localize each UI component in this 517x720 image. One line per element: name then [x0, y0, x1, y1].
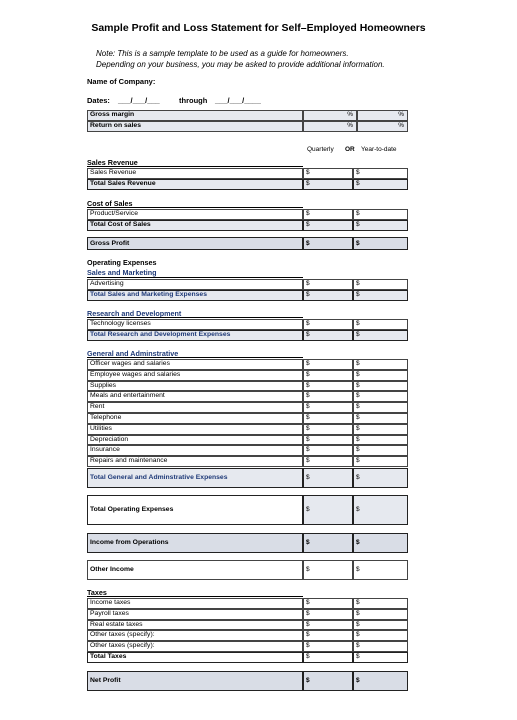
cost-total-ytd[interactable]: $ [353, 220, 408, 231]
total-opex-quarterly[interactable]: $ [303, 495, 353, 525]
sales-total-label: Total Sales Revenue [87, 179, 303, 190]
page-title: Sample Profit and Loss Statement for Self–Employed Homeowners [91, 22, 426, 34]
ga-heading: General and Adminstrative [87, 349, 179, 358]
net-profit-ytd[interactable]: $ [353, 671, 408, 691]
ga-total-quarterly[interactable]: $ [303, 468, 353, 488]
dates-start-blank[interactable]: ___/___/___ [118, 96, 160, 105]
ga-row: Depreciation [87, 435, 303, 446]
col-quarterly: Quarterly [307, 146, 334, 153]
taxes-heading: Taxes [87, 588, 107, 597]
return-on-sales-ytd[interactable]: % [357, 121, 408, 132]
ga-row: Utilities [87, 424, 303, 435]
cost-row-ytd[interactable]: $ [353, 209, 408, 220]
cost-total-label: Total Cost of Sales [87, 220, 303, 231]
marketing-row-quarterly[interactable]: $ [303, 279, 353, 290]
ga-row: Employee wages and salaries [87, 370, 303, 381]
ga-row-quarterly[interactable]: $ [303, 381, 353, 392]
taxes-total-ytd[interactable]: $ [353, 652, 408, 663]
gross-profit-ytd[interactable]: $ [353, 237, 408, 250]
ga-row-ytd[interactable]: $ [353, 381, 408, 392]
sales-row-ytd[interactable]: $ [353, 168, 408, 179]
gross-profit-label: Gross Profit [87, 237, 303, 250]
marketing-rule [87, 277, 303, 278]
tax-row-ytd[interactable]: $ [353, 641, 408, 652]
total-opex-ytd[interactable]: $ [353, 495, 408, 525]
cost-rule [87, 207, 303, 208]
tax-row: Payroll taxes [87, 609, 303, 620]
tax-row-quarterly[interactable]: $ [303, 620, 353, 631]
ga-row: Repairs and maintenance [87, 456, 303, 467]
ga-row-quarterly[interactable]: $ [303, 456, 353, 467]
sales-row-quarterly[interactable]: $ [303, 168, 353, 179]
tax-row-quarterly[interactable]: $ [303, 609, 353, 620]
tax-row: Income taxes [87, 598, 303, 609]
return-on-sales-label: Return on sales [87, 121, 303, 132]
income-ops-label: Income from Operations [87, 533, 303, 553]
income-ops-ytd[interactable]: $ [353, 533, 408, 553]
sales-total-quarterly[interactable]: $ [303, 179, 353, 190]
gross-margin-label: Gross margin [87, 110, 303, 121]
ga-row-quarterly[interactable]: $ [303, 435, 353, 446]
ga-row-quarterly[interactable]: $ [303, 402, 353, 413]
other-income-ytd[interactable]: $ [353, 560, 408, 580]
taxes-total-label: Total Taxes [87, 652, 303, 663]
col-or: OR [345, 146, 355, 153]
rnd-rule [87, 317, 303, 318]
ga-row: Officer wages and salaries [87, 359, 303, 370]
marketing-row-ytd[interactable]: $ [353, 279, 408, 290]
ga-row-quarterly[interactable]: $ [303, 445, 353, 456]
dates-end-blank[interactable]: ___/___/____ [215, 96, 261, 105]
ga-row-ytd[interactable]: $ [353, 424, 408, 435]
col-ytd: Year-to-date [361, 146, 397, 153]
sales-heading: Sales Revenue [87, 158, 138, 167]
company-label: Name of Company: [87, 77, 156, 86]
dates-through: through [179, 96, 208, 105]
taxes-rule [87, 596, 303, 597]
ga-row-quarterly[interactable]: $ [303, 370, 353, 381]
net-profit-label: Net Profit [87, 671, 303, 691]
income-ops-quarterly[interactable]: $ [303, 533, 353, 553]
ga-row-ytd[interactable]: $ [353, 445, 408, 456]
total-opex-label: Total Operating Expenses [87, 495, 303, 525]
gross-margin-quarterly[interactable]: % [303, 110, 357, 121]
ga-row: Rent [87, 402, 303, 413]
ga-row-quarterly[interactable]: $ [303, 359, 353, 370]
tax-row-quarterly[interactable]: $ [303, 598, 353, 609]
dates-label: Dates: [87, 96, 110, 105]
rnd-total-label: Total Research and Development Expenses [87, 330, 303, 341]
return-on-sales-quarterly[interactable]: % [303, 121, 357, 132]
ga-row-ytd[interactable]: $ [353, 391, 408, 402]
ga-row-ytd[interactable]: $ [353, 413, 408, 424]
gross-profit-quarterly[interactable]: $ [303, 237, 353, 250]
ga-row-quarterly[interactable]: $ [303, 424, 353, 435]
ga-row-quarterly[interactable]: $ [303, 413, 353, 424]
tax-row-quarterly[interactable]: $ [303, 641, 353, 652]
marketing-total-ytd[interactable]: $ [353, 290, 408, 301]
cost-total-quarterly[interactable]: $ [303, 220, 353, 231]
cost-heading: Cost of Sales [87, 199, 133, 208]
ga-row: Meals and entertainment [87, 391, 303, 402]
note-line-2: Depending on your business, you may be asked to provide additional information. [96, 60, 385, 69]
tax-row-quarterly[interactable]: $ [303, 630, 353, 641]
tax-row: Other taxes (specify): [87, 630, 303, 641]
opex-heading: Operating Expenses [87, 258, 157, 267]
taxes-total-quarterly[interactable]: $ [303, 652, 353, 663]
rnd-row-ytd[interactable]: $ [353, 319, 408, 330]
other-income-label: Other Income [87, 560, 303, 580]
ga-row-ytd[interactable]: $ [353, 402, 408, 413]
ga-row-ytd[interactable]: $ [353, 359, 408, 370]
ga-rule [87, 357, 303, 358]
tax-row: Real estate taxes [87, 620, 303, 631]
tax-row-ytd[interactable]: $ [353, 598, 408, 609]
sales-rule [87, 166, 303, 167]
marketing-heading: Sales and Marketing [87, 268, 157, 277]
tax-row-ytd[interactable]: $ [353, 620, 408, 631]
cost-row: Product/Service [87, 209, 303, 220]
marketing-total-label: Total Sales and Marketing Expenses [87, 290, 303, 301]
cost-row-quarterly[interactable]: $ [303, 209, 353, 220]
ga-row: Supplies [87, 381, 303, 392]
sales-total-ytd[interactable]: $ [353, 179, 408, 190]
ga-total-ytd[interactable]: $ [353, 468, 408, 488]
ga-row: Telephone [87, 413, 303, 424]
ga-row-ytd[interactable]: $ [353, 435, 408, 446]
ga-total-label: Total General and Adminstrative Expenses [87, 468, 303, 488]
ga-row: Insurance [87, 445, 303, 456]
other-income-quarterly[interactable]: $ [303, 560, 353, 580]
rnd-row-quarterly[interactable]: $ [303, 319, 353, 330]
marketing-total-quarterly[interactable]: $ [303, 290, 353, 301]
ga-row-ytd[interactable]: $ [353, 370, 408, 381]
rnd-heading: Research and Development [87, 309, 182, 318]
tax-row-ytd[interactable]: $ [353, 609, 408, 620]
rnd-row: Technology licenses [87, 319, 303, 330]
rnd-total-quarterly[interactable]: $ [303, 330, 353, 341]
gross-margin-ytd[interactable]: % [357, 110, 408, 121]
net-profit-quarterly[interactable]: $ [303, 671, 353, 691]
tax-row: Other taxes (specify): [87, 641, 303, 652]
ga-row-quarterly[interactable]: $ [303, 391, 353, 402]
note-line-1: Note: This is a sample template to be used as a guide for homeowners. [96, 49, 349, 58]
marketing-row: Advertising [87, 279, 303, 290]
sales-row: Sales Revenue [87, 168, 303, 179]
rnd-total-ytd[interactable]: $ [353, 330, 408, 341]
tax-row-ytd[interactable]: $ [353, 630, 408, 641]
ga-row-ytd[interactable]: $ [353, 456, 408, 467]
